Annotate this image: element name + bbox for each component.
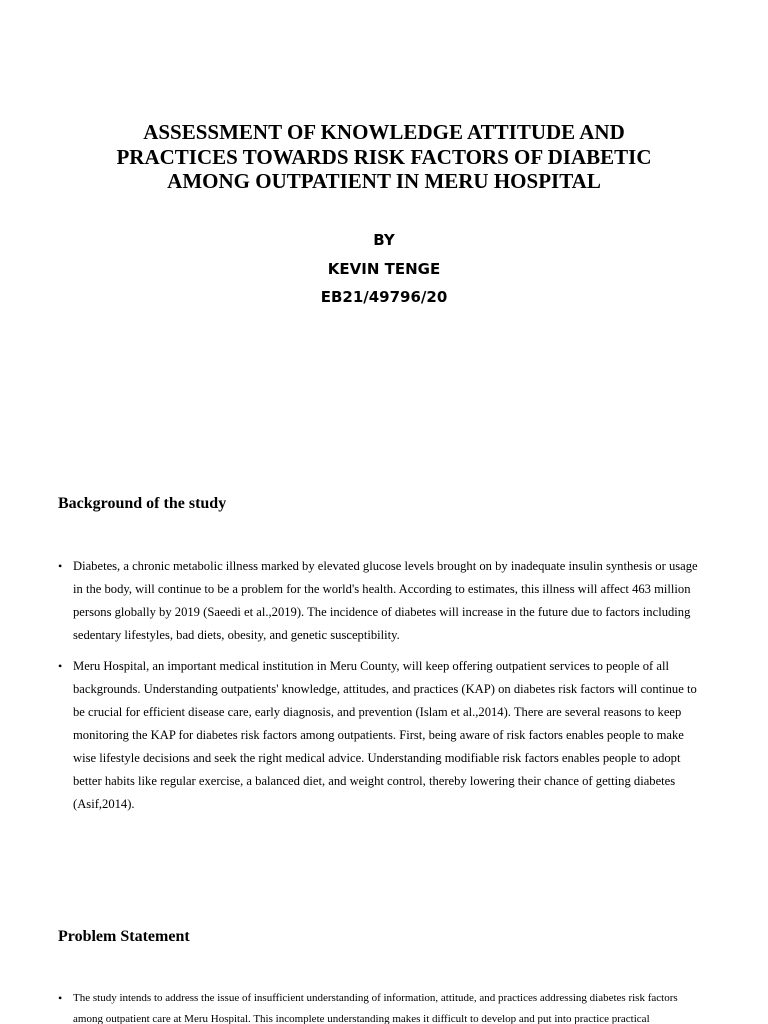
bullet-text: Diabetes, a chronic metabolic illness marked by elevated glucose levels brought on by inadequate insulin synthesis or usage in the body, will continue to be a problem for the world's health. According to estimates, this illness will affect 463 million persons globally by 2019 (Saeedi et al.,2019). The incidence of diabetes will increase in the future due to factors including sedentary lifestyles, bad diets, obesity, and genetic susceptibility. (73, 559, 698, 642)
bullet-text: Meru Hospital, an important medical institution in Meru County, will keep offering outpatient services to people of all backgrounds. Understanding outpatients' knowledge, attitudes, and practices (KAP) on diabetes risk factors will continue to be crucial for efficient disease care, early diagnosis, and prevention (Islam et al.,2014). There are several reasons to keep monitoring the KAP for diabetes risk factors among outpatients. First, being aware of risk factors enables people to make wise lifestyle decisions and seek the right medical advice. Understanding modifiable risk factors enables people to adopt better habits like regular exercise, a balanced diet, and weight control, thereby lowering their chance of getting diabetes (Asif,2014). (73, 659, 697, 811)
list-item (58, 655, 710, 816)
bullet-icon: • (58, 659, 63, 673)
bullet-text: The study intends to address the issue of insufficient understanding of information, attitude, and practices addressing diabetes risk factors among outpatient care at Meru Hospital. This incomplete understanding makes it difficult to develop and put into practice practical (73, 992, 678, 1024)
list-item (58, 988, 710, 1024)
list-item (58, 555, 710, 647)
document-title: ASSESSMENT OF KNOWLEDGE ATTITUDE AND PRACTICES TOWARDS RISK FACTORS OF DIABETIC AMONG OUTPATIENT IN MERU HOSPITAL (116, 120, 652, 193)
background-bullet-list (58, 555, 710, 816)
bullet-icon: • (58, 991, 63, 1005)
problem-statement-bullet-list (58, 988, 710, 1024)
background-heading: Background of the study (58, 495, 227, 512)
problem-statement-heading: Problem Statement (58, 928, 190, 945)
by-label: BY (373, 231, 395, 249)
registration-number: EB21/49796/20 (320, 288, 448, 306)
author-name: KEVIN TENGE (327, 260, 441, 278)
bullet-icon: • (58, 559, 63, 573)
